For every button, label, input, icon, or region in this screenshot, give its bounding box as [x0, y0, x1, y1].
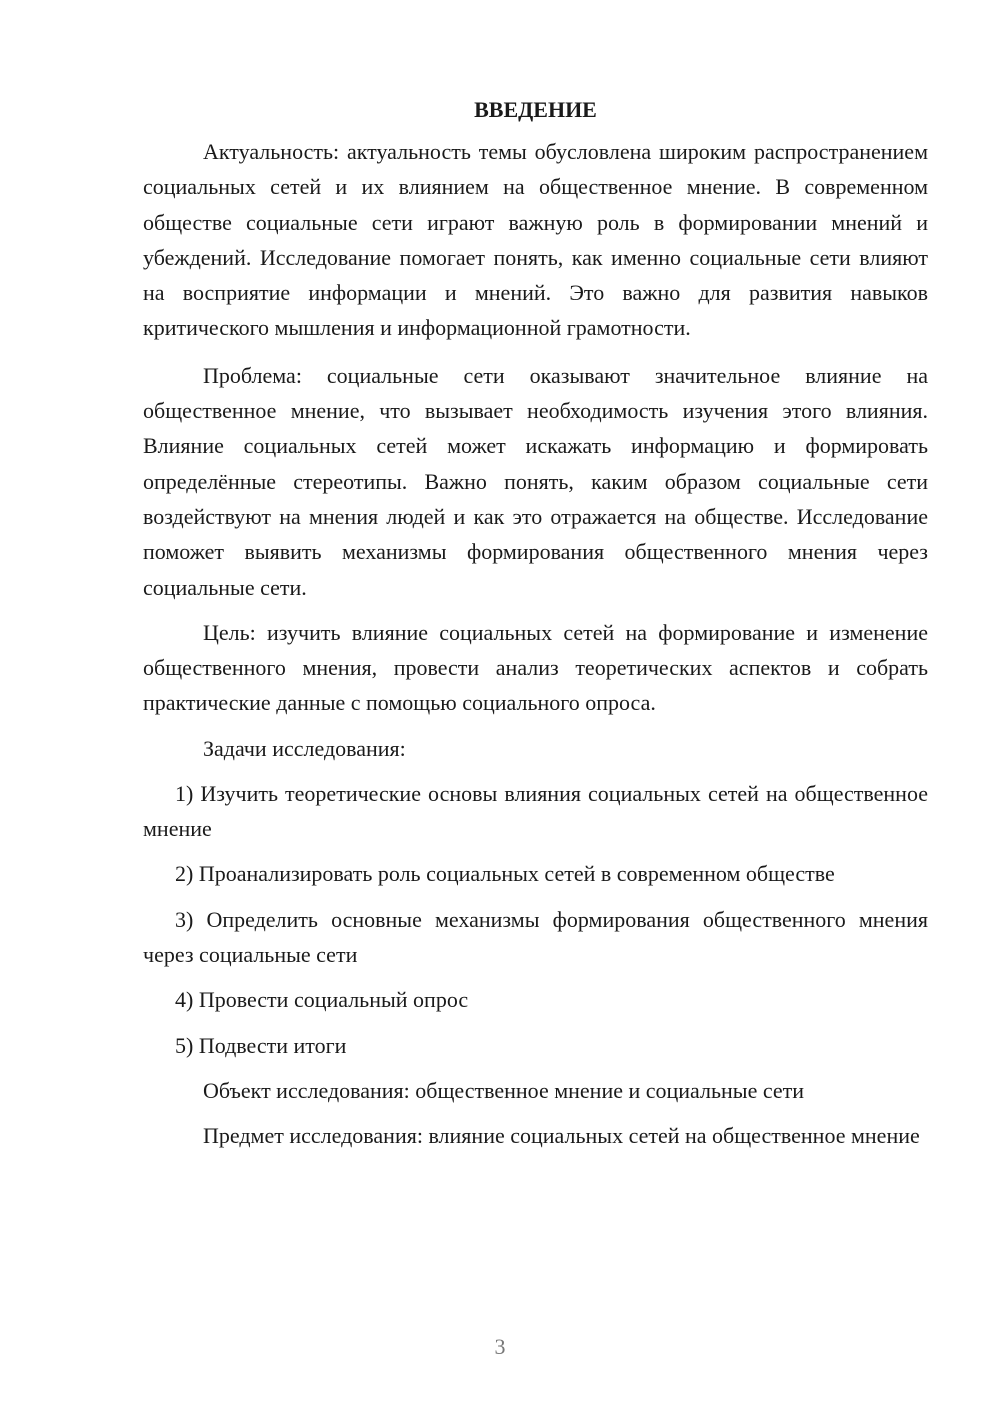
- task-item-5: 5) Подвести итоги: [175, 1032, 347, 1058]
- page-title: ВВЕДЕНИЕ: [474, 97, 597, 122]
- tasks-heading: Задачи исследования:: [203, 735, 406, 761]
- relevance-paragraph: Актуальность: актуальность темы обусловлена широким распространением социальных сетей и их влиянием на общественное мнение. В современном обществе социальные сети играют важную роль в формировании мнений и убеждений. Исследование помогает понять, как именно социальные сети влияют на восприятие информации и мнений. Это важно для развития навыков критического мышления и информационной грамотности.: [143, 139, 928, 341]
- goal-paragraph: Цель: изучить влияние социальных сетей на формирование и изменение общественного мнения, провести анализ теоретических аспектов и собрать практические данные с помощью социального опроса.: [143, 619, 928, 716]
- page-content: [143, 92, 928, 1163]
- problem-paragraph: Проблема: социальные сети оказывают значительное влияние на общественное мнение, что вызывает необходимость изучения этого влияния. Влияние социальных сетей может искажать информацию и формировать определённые стереотипы. Важно понять, каким образом социальные сети воздействуют на мнения людей и как это отражается на обществе. Исследование поможет выявить механизмы формирования общественного мнения через социальные сети.: [143, 362, 928, 600]
- task-item-1: 1) Изучить теоретические основы влияния социальных сетей на общественное мнение: [143, 780, 928, 842]
- research-object: Объект исследования: общественное мнение и социальные сети: [203, 1077, 805, 1103]
- page-number: 3: [494, 1334, 506, 1359]
- research-subject: Предмет исследования: влияние социальных сетей на общественное мнение: [203, 1123, 920, 1149]
- task-item-2: 2) Проанализировать роль социальных сетей в современном обществе: [175, 861, 835, 887]
- task-item-3: 3) Определить основные механизмы формирования общественного мнения через социальные сети: [143, 906, 928, 967]
- task-item-4: 4) Провести социальный опрос: [175, 987, 469, 1013]
